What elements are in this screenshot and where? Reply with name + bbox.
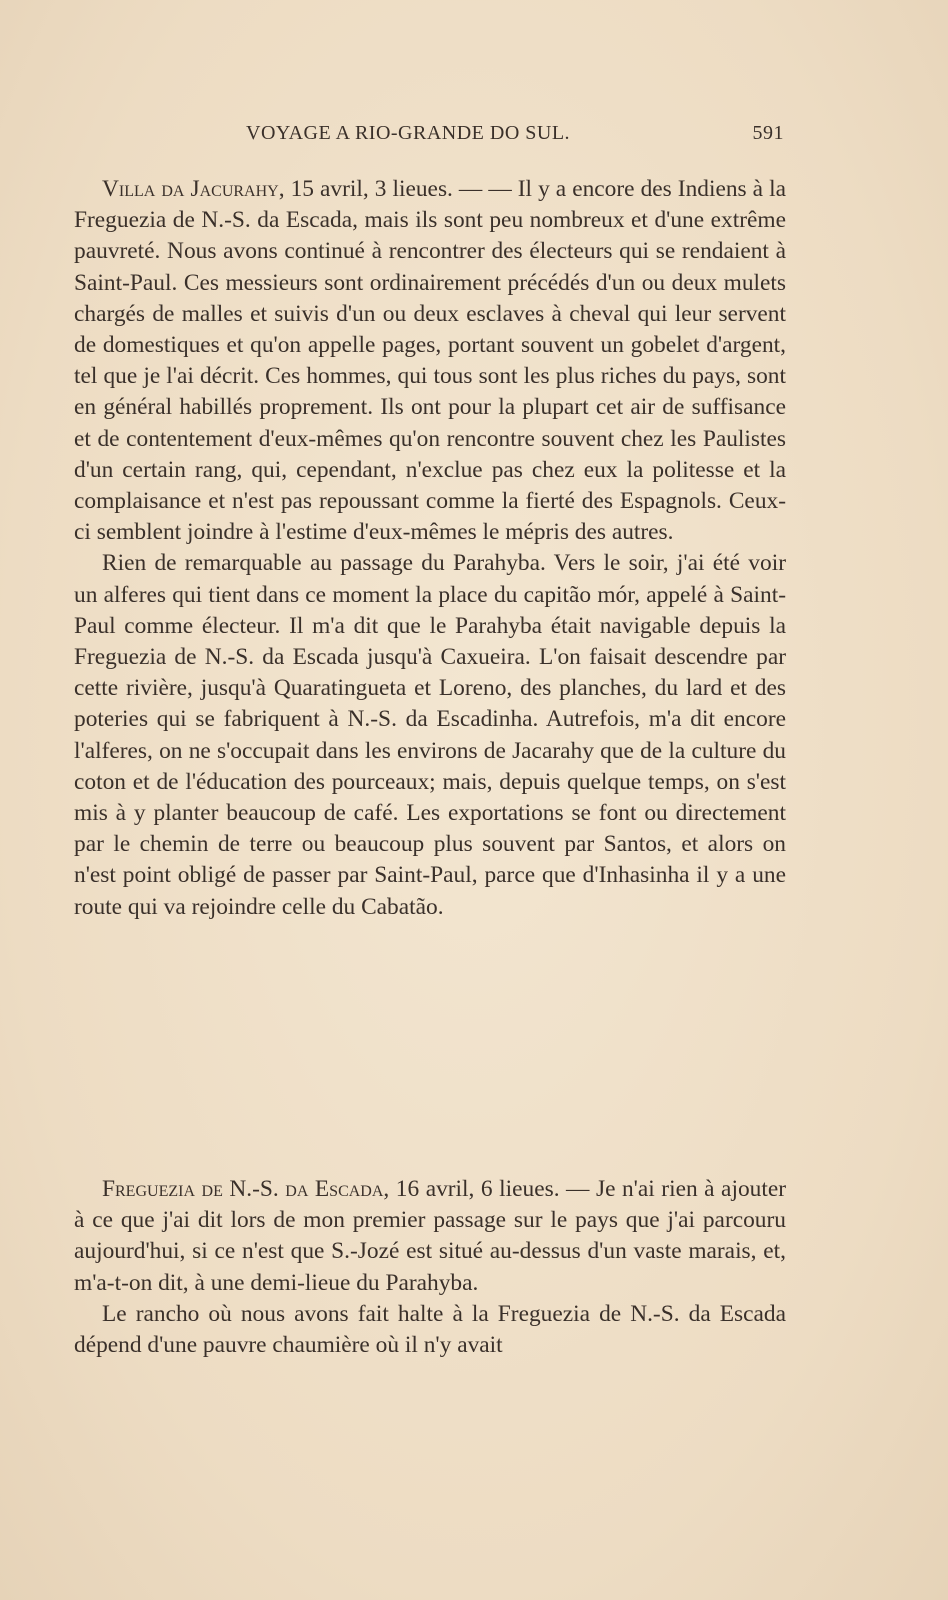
journal-entry-1 (74, 174, 786, 923)
entry-2-place: Freguezia de N.-S. da Escada (102, 1176, 384, 1202)
entry-1-place: Villa da Jacurahy (102, 176, 279, 202)
entry-2-body: Je n'ai rien à ajouter à ce que j'ai dit lors de mon premier passage sur le pays que j'ai parcouru aujourd'hui, si ce n'est que S.-Jozé est situé au-dessus d'un vaste marais, et, m'a-t-on dit, à une demi-lieue du Parahyba. (74, 1176, 787, 1296)
page-header (74, 122, 784, 150)
entry-2-date: , 16 avril, 6 lieues. — (383, 1176, 596, 1202)
entry-1-paragraph-2: Rien de remarquable au passage du Parahyba. Vers le soir, j'ai été voir un alferes qui tient dans ce moment la place du capitão mór, appelé à Saint-Paul comme électeur. Il m'a dit que le Parahyba était navigable depuis la Freguezia de N.-S. da Escada jusqu'à Caxueira. L'on faisait descendre par cette rivière, jusqu'à Quaratingueta et Loreno, des planches, du lard et des poteries qui se fabriquent à N.-S. da Escadinha. Autrefois, m'a dit encore l'alferes, on ne s'occupait dans les environs de Jacarahy que de la culture du coton et de l'éducation des pourceaux; mais, depuis quelque temps, on s'est mis à y planter beaucoup de café. Les exportations se font ou directement par le chemin de terre ou beaucoup plus souvent par Santos, et alors on n'est point obligé de passer par Saint-Paul, parce que d'Inhasinha il y a une route qui va rejoindre celle du Cabatão. (74, 550, 786, 920)
entry-1-paragraph-1 (74, 174, 786, 548)
entry-1-date: , 15 avril, 3 lieues. — — (278, 176, 518, 202)
entry-2-paragraph-2: Le rancho où nous avons fait halte à la Freguezia de N.-S. da Escada dépend d'une pauvre chaumière où il n'y avait (74, 1300, 786, 1359)
page-number: 591 (752, 122, 784, 144)
running-title: VOYAGE A RIO-GRANDE DO SUL. (246, 122, 571, 144)
entry-2-paragraph-1 (74, 1174, 786, 1299)
entry-1-body: Il y a encore des Indiens à la Freguezia de N.-S. da Escada, mais ils sont peu nombreux et d'une extrême pauvreté. Nous avons continué à rencontrer des électeurs qui se rendaient à Saint-Paul. Ces messieurs sont ordinairement précédés d'un ou deux mulets chargés de malles et suivis d'un ou deux esclaves à cheval qui leur servent de domestiques et qu'on appelle pages, portant souvent un gobelet d'argent, tel que je l'ai décrit. Ces hommes, qui tous sont les plus riches du pays, sont en général habillés proprement. Ils ont pour la plupart cet air de suffisance et de contentement d'eux-mêmes qu'on rencontre souvent chez les Paulistes d'un certain rang, qui, cependant, n'exclue pas chez eux la politesse et la complaisance et n'est pas repoussant comme la fierté des Espagnols. Ceux-ci semblent joindre à l'estime d'eux-mêmes le mépris des autres. (74, 176, 786, 546)
journal-entry-2 (74, 1174, 786, 1361)
